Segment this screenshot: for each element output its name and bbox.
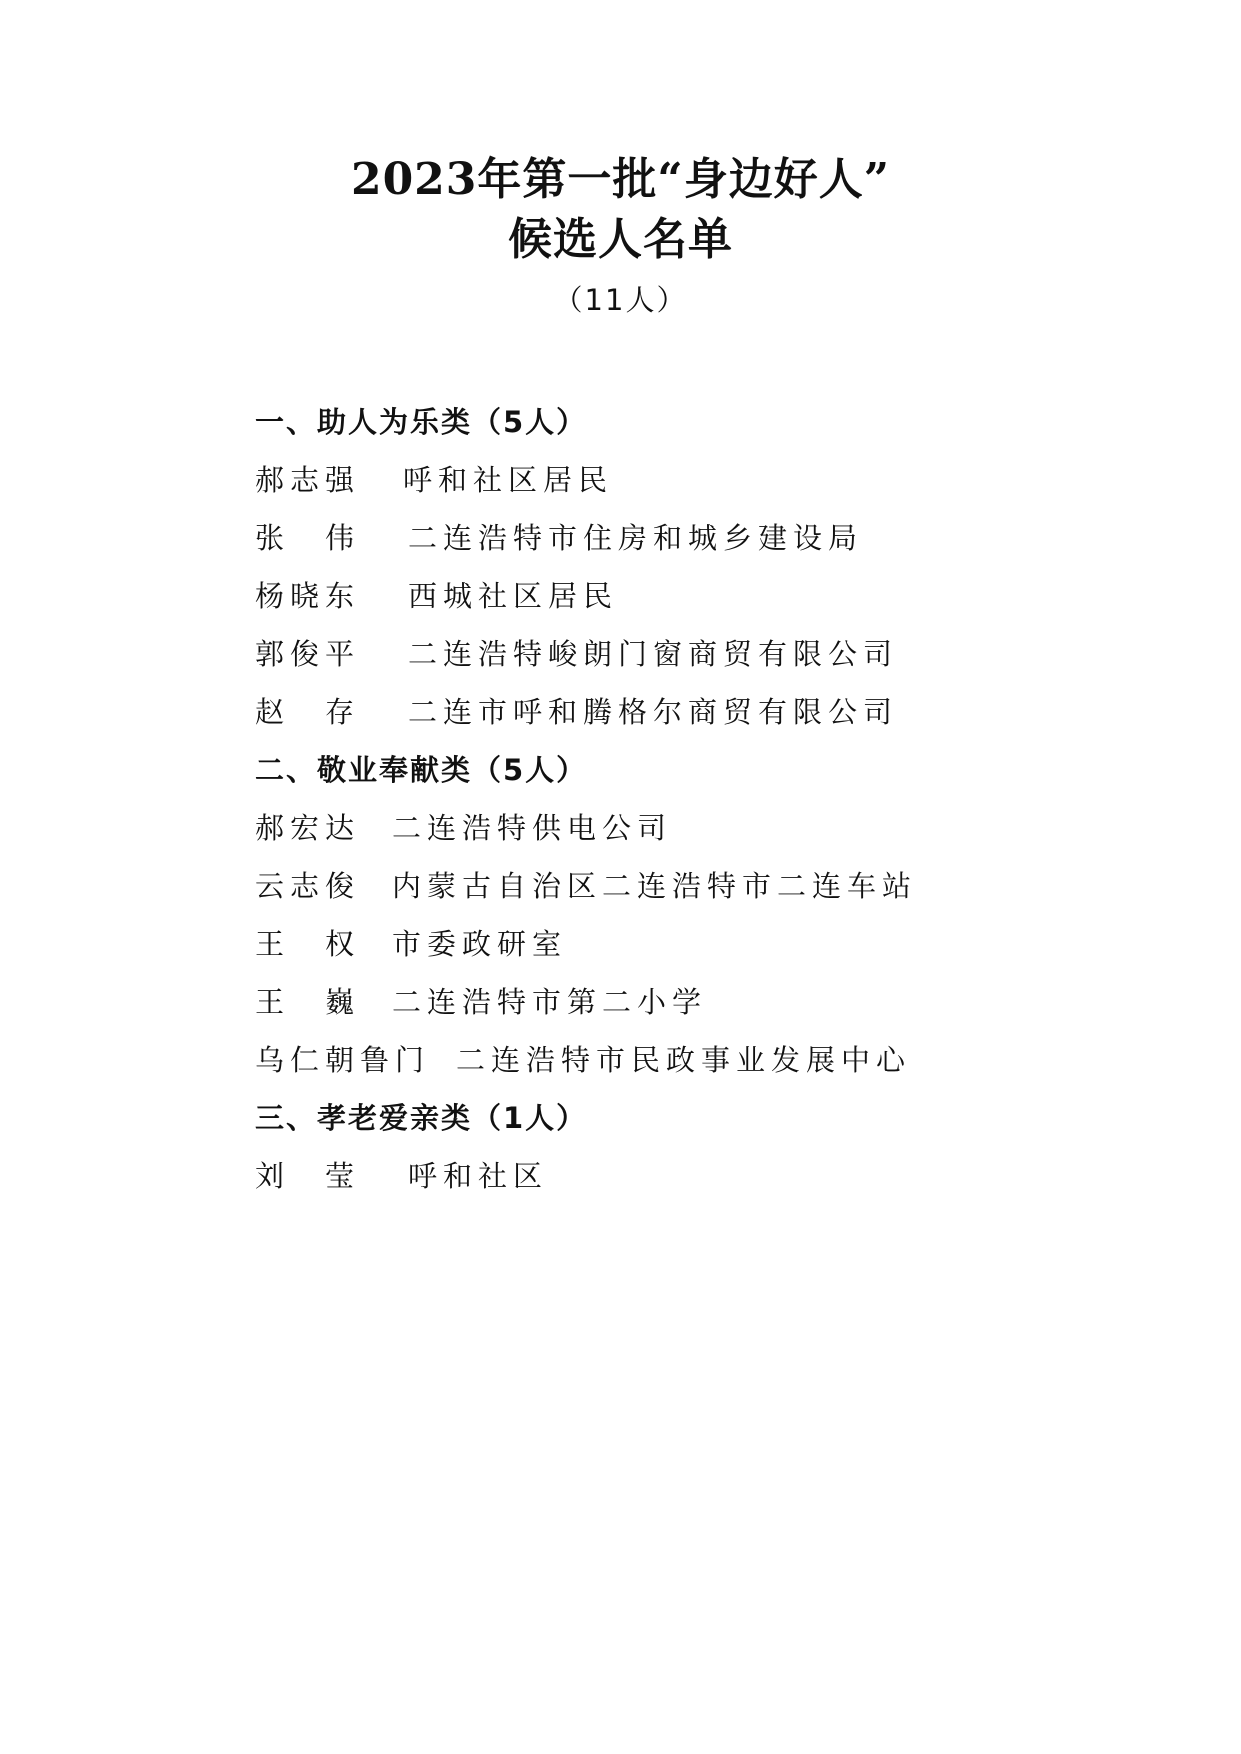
section-heading: 三、孝老爱亲类（1人） bbox=[255, 1101, 588, 1135]
person-organization: 呼和社区 bbox=[408, 1159, 549, 1193]
person-organization: 二连浩特市民政事业发展中心 bbox=[456, 1043, 912, 1077]
list-item bbox=[255, 915, 1155, 973]
person-name: 刘 莹 bbox=[255, 1159, 361, 1193]
list-item bbox=[255, 683, 1155, 741]
total-count: （11人） bbox=[553, 283, 688, 317]
list-item bbox=[255, 625, 1155, 683]
person-name: 云志俊 bbox=[255, 869, 361, 903]
person-name: 郝宏达 bbox=[255, 811, 361, 845]
document-title-line2: 候选人名单 bbox=[508, 214, 733, 265]
list-item bbox=[255, 799, 1155, 857]
person-organization: 内蒙古自治区二连浩特市二连车站 bbox=[392, 869, 918, 903]
person-organization: 西城社区居民 bbox=[408, 579, 619, 613]
person-name: 王 权 bbox=[255, 927, 361, 961]
document-title-line1: 2023年第一批“身边好人” bbox=[350, 154, 891, 205]
list-item bbox=[255, 857, 1155, 915]
person-organization: 二连浩特峻朗门窗商贸有限公司 bbox=[408, 637, 899, 671]
list-item bbox=[255, 567, 1155, 625]
list-item bbox=[255, 509, 1155, 567]
person-name: 郭俊平 bbox=[255, 637, 361, 671]
person-organization: 二连浩特供电公司 bbox=[392, 811, 673, 845]
person-name: 王 巍 bbox=[255, 985, 361, 1019]
list-item bbox=[255, 451, 1155, 509]
person-organization: 市委政研室 bbox=[392, 927, 568, 961]
person-organization: 二连市呼和腾格尔商贸有限公司 bbox=[408, 695, 899, 729]
list-item bbox=[255, 973, 1155, 1031]
list-item bbox=[255, 1147, 1155, 1205]
person-name: 郝志强 bbox=[255, 463, 361, 497]
person-name: 杨晓东 bbox=[255, 579, 361, 613]
person-name: 赵 存 bbox=[255, 695, 361, 729]
section-heading: 二、敬业奉献类（5人） bbox=[255, 753, 588, 787]
person-organization: 二连浩特市住房和城乡建设局 bbox=[408, 521, 864, 555]
list-item bbox=[255, 1031, 1155, 1089]
person-name: 张 伟 bbox=[255, 521, 361, 555]
person-name: 乌仁朝鲁门 bbox=[255, 1043, 431, 1077]
section-heading: 一、助人为乐类（5人） bbox=[255, 405, 588, 439]
person-organization: 呼和社区居民 bbox=[403, 463, 614, 497]
candidate-list bbox=[255, 393, 1155, 1205]
person-organization: 二连浩特市第二小学 bbox=[392, 985, 708, 1019]
